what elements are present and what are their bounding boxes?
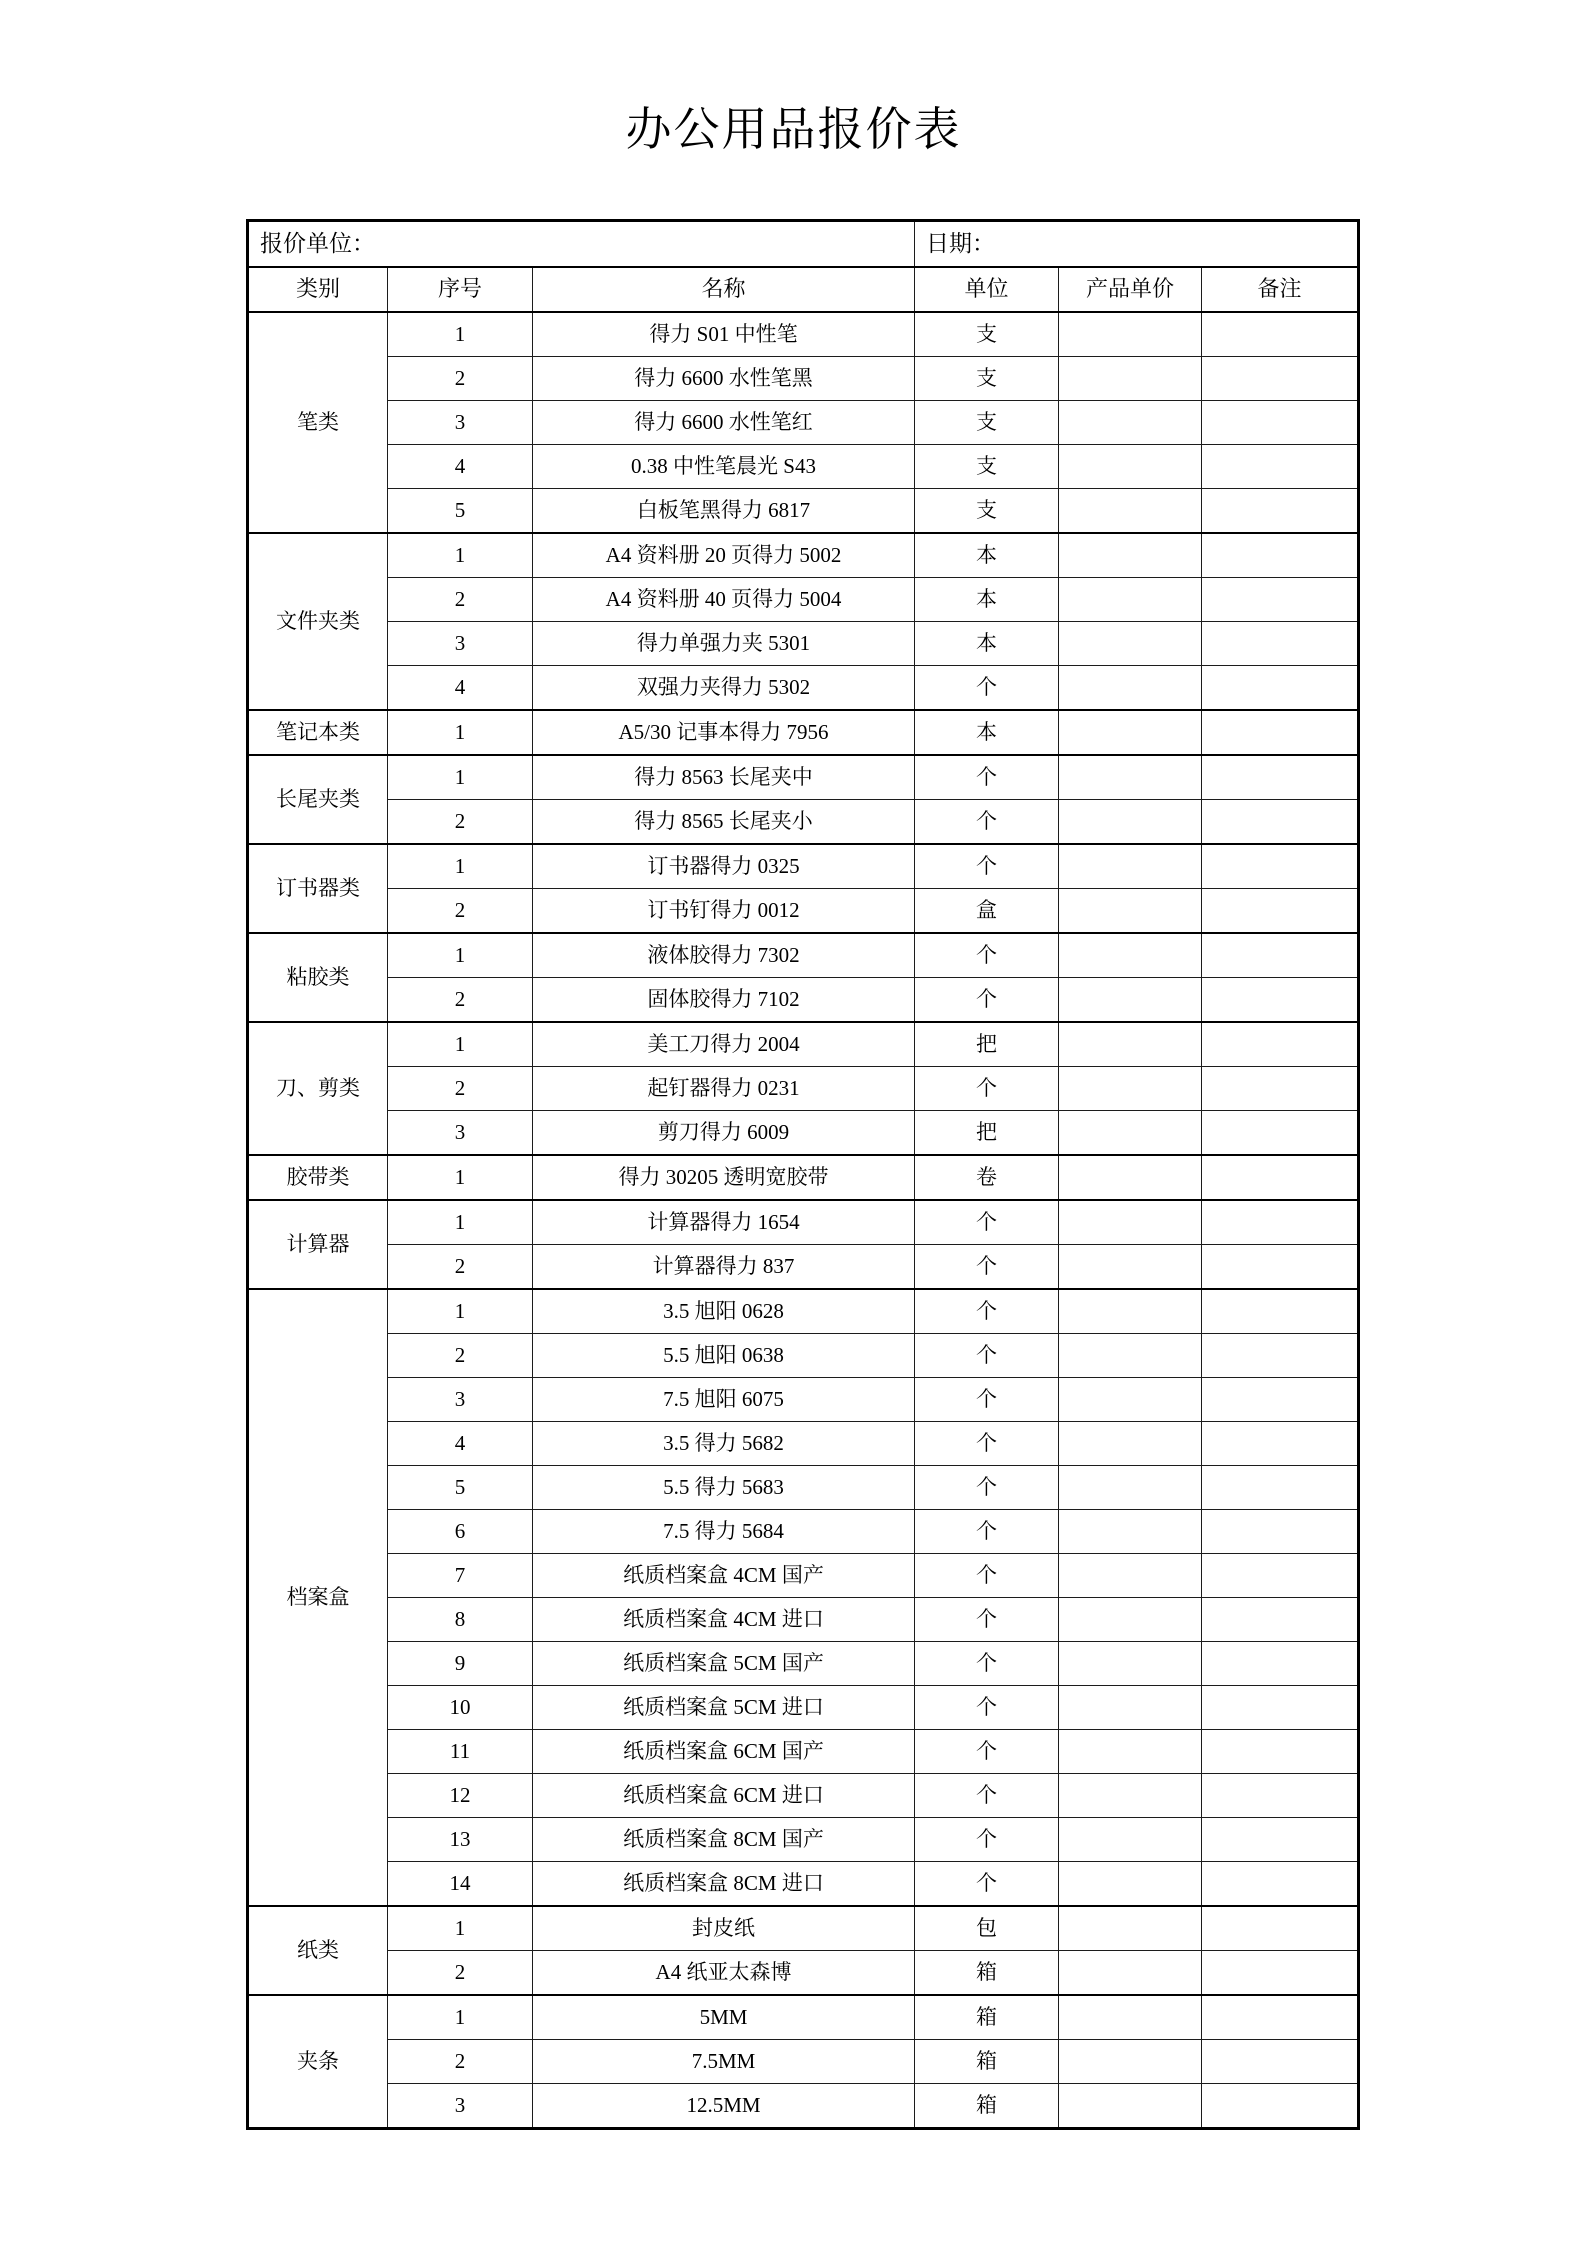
category-cell: 计算器 — [248, 1200, 388, 1289]
price-cell — [1059, 1422, 1202, 1466]
column-header-row — [248, 267, 1359, 312]
table-row — [248, 1642, 1359, 1686]
price-cell — [1059, 2084, 1202, 2129]
unit-cell: 支 — [915, 401, 1059, 445]
name-cell: 订书钉得力 0012 — [533, 889, 915, 934]
note-cell — [1202, 933, 1359, 978]
table-row — [248, 2084, 1359, 2129]
name-cell: 5.5 旭阳 0638 — [533, 1334, 915, 1378]
price-cell — [1059, 1818, 1202, 1862]
supplier-label-cell: 报价单位： — [248, 221, 915, 268]
table-row — [248, 1245, 1359, 1290]
table-row — [248, 1510, 1359, 1554]
note-cell — [1202, 1067, 1359, 1111]
no-cell: 1 — [388, 312, 533, 357]
unit-cell: 箱 — [915, 2040, 1059, 2084]
note-cell — [1202, 1289, 1359, 1334]
unit-cell: 个 — [915, 1245, 1059, 1290]
note-cell — [1202, 1862, 1359, 1907]
price-cell — [1059, 800, 1202, 845]
name-cell: A5/30 记事本得力 7956 — [533, 710, 915, 755]
table-row — [248, 933, 1359, 978]
price-cell — [1059, 1906, 1202, 1951]
table-row — [248, 1774, 1359, 1818]
price-cell — [1059, 357, 1202, 401]
name-cell: 得力 S01 中性笔 — [533, 312, 915, 357]
no-cell: 4 — [388, 666, 533, 711]
no-cell: 3 — [388, 2084, 533, 2129]
table-row — [248, 1554, 1359, 1598]
price-cell — [1059, 1289, 1202, 1334]
no-cell: 7 — [388, 1554, 533, 1598]
table-row — [248, 978, 1359, 1023]
no-cell: 2 — [388, 1951, 533, 1996]
unit-cell: 把 — [915, 1111, 1059, 1156]
price-cell — [1059, 1022, 1202, 1067]
price-cell — [1059, 1334, 1202, 1378]
price-cell — [1059, 533, 1202, 578]
table-row — [248, 1155, 1359, 1200]
note-cell — [1202, 1995, 1359, 2040]
unit-cell: 箱 — [915, 2084, 1059, 2129]
unit-cell: 个 — [915, 1818, 1059, 1862]
no-cell: 1 — [388, 844, 533, 889]
name-cell: 双强力夹得力 5302 — [533, 666, 915, 711]
no-cell: 5 — [388, 1466, 533, 1510]
unit-cell: 个 — [915, 1774, 1059, 1818]
name-cell: 美工刀得力 2004 — [533, 1022, 915, 1067]
no-cell: 3 — [388, 622, 533, 666]
price-cell — [1059, 489, 1202, 534]
price-cell — [1059, 1466, 1202, 1510]
no-cell: 3 — [388, 1111, 533, 1156]
unit-cell: 个 — [915, 666, 1059, 711]
name-cell: 剪刀得力 6009 — [533, 1111, 915, 1156]
no-cell: 9 — [388, 1642, 533, 1686]
name-cell: 7.5MM — [533, 2040, 915, 2084]
price-cell — [1059, 1200, 1202, 1245]
table-row — [248, 2040, 1359, 2084]
no-cell: 1 — [388, 933, 533, 978]
note-cell — [1202, 755, 1359, 800]
no-cell: 1 — [388, 533, 533, 578]
note-cell — [1202, 1730, 1359, 1774]
name-cell: 订书器得力 0325 — [533, 844, 915, 889]
unit-cell: 个 — [915, 1422, 1059, 1466]
table-row — [248, 1906, 1359, 1951]
table-row — [248, 445, 1359, 489]
no-cell: 10 — [388, 1686, 533, 1730]
price-cell — [1059, 755, 1202, 800]
note-cell — [1202, 1422, 1359, 1466]
note-cell — [1202, 1466, 1359, 1510]
name-cell: 纸质档案盒 4CM 国产 — [533, 1554, 915, 1598]
table-row — [248, 755, 1359, 800]
price-cell — [1059, 978, 1202, 1023]
unit-cell: 本 — [915, 710, 1059, 755]
note-cell — [1202, 1334, 1359, 1378]
no-cell: 1 — [388, 1906, 533, 1951]
note-cell — [1202, 844, 1359, 889]
category-cell: 纸类 — [248, 1906, 388, 1995]
name-cell: 7.5 旭阳 6075 — [533, 1378, 915, 1422]
no-cell: 1 — [388, 1022, 533, 1067]
price-cell — [1059, 1067, 1202, 1111]
note-cell — [1202, 666, 1359, 711]
category-cell: 笔类 — [248, 312, 388, 533]
name-cell: 纸质档案盒 6CM 进口 — [533, 1774, 915, 1818]
no-cell: 2 — [388, 1334, 533, 1378]
table-row — [248, 1422, 1359, 1466]
table-row — [248, 1686, 1359, 1730]
unit-cell: 个 — [915, 755, 1059, 800]
no-cell: 2 — [388, 1067, 533, 1111]
info-row — [248, 221, 1359, 268]
note-cell — [1202, 1818, 1359, 1862]
note-cell — [1202, 533, 1359, 578]
no-cell: 6 — [388, 1510, 533, 1554]
table-row — [248, 357, 1359, 401]
no-cell: 2 — [388, 800, 533, 845]
note-cell — [1202, 622, 1359, 666]
note-cell — [1202, 578, 1359, 622]
table-row — [248, 1111, 1359, 1156]
price-cell — [1059, 1378, 1202, 1422]
price-cell — [1059, 1245, 1202, 1290]
category-cell: 胶带类 — [248, 1155, 388, 1200]
no-cell: 4 — [388, 445, 533, 489]
name-cell: 纸质档案盒 5CM 国产 — [533, 1642, 915, 1686]
table-row — [248, 1466, 1359, 1510]
unit-cell: 个 — [915, 978, 1059, 1023]
price-cell — [1059, 622, 1202, 666]
note-cell — [1202, 2040, 1359, 2084]
price-cell — [1059, 844, 1202, 889]
unit-cell: 包 — [915, 1906, 1059, 1951]
table-row — [248, 800, 1359, 845]
unit-cell: 支 — [915, 357, 1059, 401]
unit-cell: 个 — [915, 844, 1059, 889]
note-cell — [1202, 1022, 1359, 1067]
note-cell — [1202, 710, 1359, 755]
price-cell — [1059, 1730, 1202, 1774]
name-cell: 得力 30205 透明宽胶带 — [533, 1155, 915, 1200]
category-cell: 刀、剪类 — [248, 1022, 388, 1155]
unit-cell: 盒 — [915, 889, 1059, 934]
table-row — [248, 1951, 1359, 1996]
table-row — [248, 1598, 1359, 1642]
name-cell: 固体胶得力 7102 — [533, 978, 915, 1023]
unit-cell: 个 — [915, 1510, 1059, 1554]
price-cell — [1059, 710, 1202, 755]
unit-cell: 把 — [915, 1022, 1059, 1067]
price-cell — [1059, 1774, 1202, 1818]
no-cell: 2 — [388, 2040, 533, 2084]
name-cell: 纸质档案盒 6CM 国产 — [533, 1730, 915, 1774]
unit-cell: 卷 — [915, 1155, 1059, 1200]
category-cell: 文件夹类 — [248, 533, 388, 710]
date-label-cell: 日期： — [915, 221, 1359, 268]
table-row — [248, 622, 1359, 666]
note-cell — [1202, 1774, 1359, 1818]
name-cell: 0.38 中性笔晨光 S43 — [533, 445, 915, 489]
unit-cell: 本 — [915, 578, 1059, 622]
table-row — [248, 312, 1359, 357]
unit-cell: 支 — [915, 312, 1059, 357]
name-cell: 得力 6600 水性笔红 — [533, 401, 915, 445]
price-cell — [1059, 933, 1202, 978]
unit-cell: 个 — [915, 1686, 1059, 1730]
note-cell — [1202, 1378, 1359, 1422]
no-cell: 13 — [388, 1818, 533, 1862]
table-row — [248, 666, 1359, 711]
note-cell — [1202, 357, 1359, 401]
unit-cell: 个 — [915, 1289, 1059, 1334]
price-cell — [1059, 445, 1202, 489]
name-cell: A4 资料册 20 页得力 5002 — [533, 533, 915, 578]
category-cell: 笔记本类 — [248, 710, 388, 755]
unit-cell: 个 — [915, 1598, 1059, 1642]
note-cell — [1202, 1510, 1359, 1554]
price-cell — [1059, 1111, 1202, 1156]
no-cell: 1 — [388, 1289, 533, 1334]
name-cell: 纸质档案盒 8CM 进口 — [533, 1862, 915, 1907]
table-row — [248, 401, 1359, 445]
note-cell — [1202, 978, 1359, 1023]
unit-cell: 个 — [915, 1862, 1059, 1907]
unit-cell: 个 — [915, 800, 1059, 845]
no-cell: 11 — [388, 1730, 533, 1774]
note-cell — [1202, 1951, 1359, 1996]
column-header-price: 产品单价 — [1059, 267, 1202, 312]
page-title: 办公用品报价表 — [625, 104, 962, 155]
name-cell: 纸质档案盒 5CM 进口 — [533, 1686, 915, 1730]
price-cell — [1059, 401, 1202, 445]
table-row — [248, 1289, 1359, 1334]
name-cell: 封皮纸 — [533, 1906, 915, 1951]
name-cell: 得力单强力夹 5301 — [533, 622, 915, 666]
note-cell — [1202, 1200, 1359, 1245]
category-cell: 夹条 — [248, 1995, 388, 2129]
note-cell — [1202, 1906, 1359, 1951]
category-cell: 订书器类 — [248, 844, 388, 933]
price-cell — [1059, 2040, 1202, 2084]
name-cell: 得力 8565 长尾夹小 — [533, 800, 915, 845]
table-row — [248, 578, 1359, 622]
no-cell: 3 — [388, 1378, 533, 1422]
table-row — [248, 889, 1359, 934]
unit-cell: 个 — [915, 1642, 1059, 1686]
unit-cell: 个 — [915, 1067, 1059, 1111]
unit-cell: 支 — [915, 489, 1059, 534]
price-cell — [1059, 1995, 1202, 2040]
name-cell: 5MM — [533, 1995, 915, 2040]
name-cell: 纸质档案盒 4CM 进口 — [533, 1598, 915, 1642]
name-cell: 7.5 得力 5684 — [533, 1510, 915, 1554]
table-row — [248, 710, 1359, 755]
no-cell: 1 — [388, 755, 533, 800]
unit-cell: 个 — [915, 1466, 1059, 1510]
price-cell — [1059, 1951, 1202, 1996]
note-cell — [1202, 1642, 1359, 1686]
no-cell: 2 — [388, 1245, 533, 1290]
name-cell: 纸质档案盒 8CM 国产 — [533, 1818, 915, 1862]
price-cell — [1059, 1510, 1202, 1554]
unit-cell: 个 — [915, 1730, 1059, 1774]
name-cell: 液体胶得力 7302 — [533, 933, 915, 978]
no-cell: 2 — [388, 578, 533, 622]
price-cell — [1059, 312, 1202, 357]
note-cell — [1202, 1554, 1359, 1598]
note-cell — [1202, 800, 1359, 845]
table-row — [248, 1730, 1359, 1774]
price-cell — [1059, 1155, 1202, 1200]
table-row — [248, 489, 1359, 534]
no-cell: 14 — [388, 1862, 533, 1907]
no-cell: 1 — [388, 1995, 533, 2040]
no-cell: 2 — [388, 889, 533, 934]
unit-cell: 支 — [915, 445, 1059, 489]
name-cell: 3.5 得力 5682 — [533, 1422, 915, 1466]
category-cell: 粘胶类 — [248, 933, 388, 1022]
price-cell — [1059, 1554, 1202, 1598]
table-row — [248, 1334, 1359, 1378]
table-row — [248, 533, 1359, 578]
category-cell: 档案盒 — [248, 1289, 388, 1906]
column-header-no: 序号 — [388, 267, 533, 312]
table-row — [248, 844, 1359, 889]
price-cell — [1059, 1862, 1202, 1907]
no-cell: 1 — [388, 1155, 533, 1200]
name-cell: 计算器得力 1654 — [533, 1200, 915, 1245]
name-cell: 得力 8563 长尾夹中 — [533, 755, 915, 800]
no-cell: 8 — [388, 1598, 533, 1642]
price-cell — [1059, 1686, 1202, 1730]
unit-cell: 个 — [915, 1554, 1059, 1598]
note-cell — [1202, 312, 1359, 357]
note-cell — [1202, 445, 1359, 489]
table-row — [248, 1200, 1359, 1245]
note-cell — [1202, 1598, 1359, 1642]
name-cell: 12.5MM — [533, 2084, 915, 2129]
note-cell — [1202, 1155, 1359, 1200]
table-row — [248, 1995, 1359, 2040]
name-cell: 白板笔黑得力 6817 — [533, 489, 915, 534]
price-cell — [1059, 578, 1202, 622]
column-header-unit: 单位 — [915, 267, 1059, 312]
note-cell — [1202, 489, 1359, 534]
note-cell — [1202, 889, 1359, 934]
table-row — [248, 1818, 1359, 1862]
column-header-name: 名称 — [533, 267, 915, 312]
note-cell — [1202, 401, 1359, 445]
name-cell: 5.5 得力 5683 — [533, 1466, 915, 1510]
name-cell: A4 纸亚太森博 — [533, 1951, 915, 1996]
name-cell: A4 资料册 40 页得力 5004 — [533, 578, 915, 622]
note-cell — [1202, 1686, 1359, 1730]
no-cell: 2 — [388, 357, 533, 401]
no-cell: 4 — [388, 1422, 533, 1466]
unit-cell: 个 — [915, 1334, 1059, 1378]
no-cell: 5 — [388, 489, 533, 534]
unit-cell: 个 — [915, 1378, 1059, 1422]
price-cell — [1059, 1598, 1202, 1642]
note-cell — [1202, 1245, 1359, 1290]
table-row — [248, 1067, 1359, 1111]
no-cell: 2 — [388, 978, 533, 1023]
table-body — [248, 312, 1359, 2129]
table-row — [248, 1378, 1359, 1422]
no-cell: 3 — [388, 401, 533, 445]
name-cell: 3.5 旭阳 0628 — [533, 1289, 915, 1334]
no-cell: 1 — [388, 710, 533, 755]
table-row — [248, 1862, 1359, 1907]
quotation-table — [246, 219, 1360, 2130]
unit-cell: 本 — [915, 622, 1059, 666]
price-cell — [1059, 666, 1202, 711]
category-cell: 长尾夹类 — [248, 755, 388, 844]
unit-cell: 本 — [915, 533, 1059, 578]
price-cell — [1059, 889, 1202, 934]
unit-cell: 个 — [915, 933, 1059, 978]
note-cell — [1202, 2084, 1359, 2129]
no-cell: 12 — [388, 1774, 533, 1818]
note-cell — [1202, 1111, 1359, 1156]
table-row — [248, 1022, 1359, 1067]
price-cell — [1059, 1642, 1202, 1686]
column-header-category: 类别 — [248, 267, 388, 312]
unit-cell: 箱 — [915, 1995, 1059, 2040]
no-cell: 1 — [388, 1200, 533, 1245]
name-cell: 起钉器得力 0231 — [533, 1067, 915, 1111]
name-cell: 计算器得力 837 — [533, 1245, 915, 1290]
unit-cell: 箱 — [915, 1951, 1059, 1996]
name-cell: 得力 6600 水性笔黑 — [533, 357, 915, 401]
unit-cell: 个 — [915, 1200, 1059, 1245]
column-header-note: 备注 — [1202, 267, 1359, 312]
